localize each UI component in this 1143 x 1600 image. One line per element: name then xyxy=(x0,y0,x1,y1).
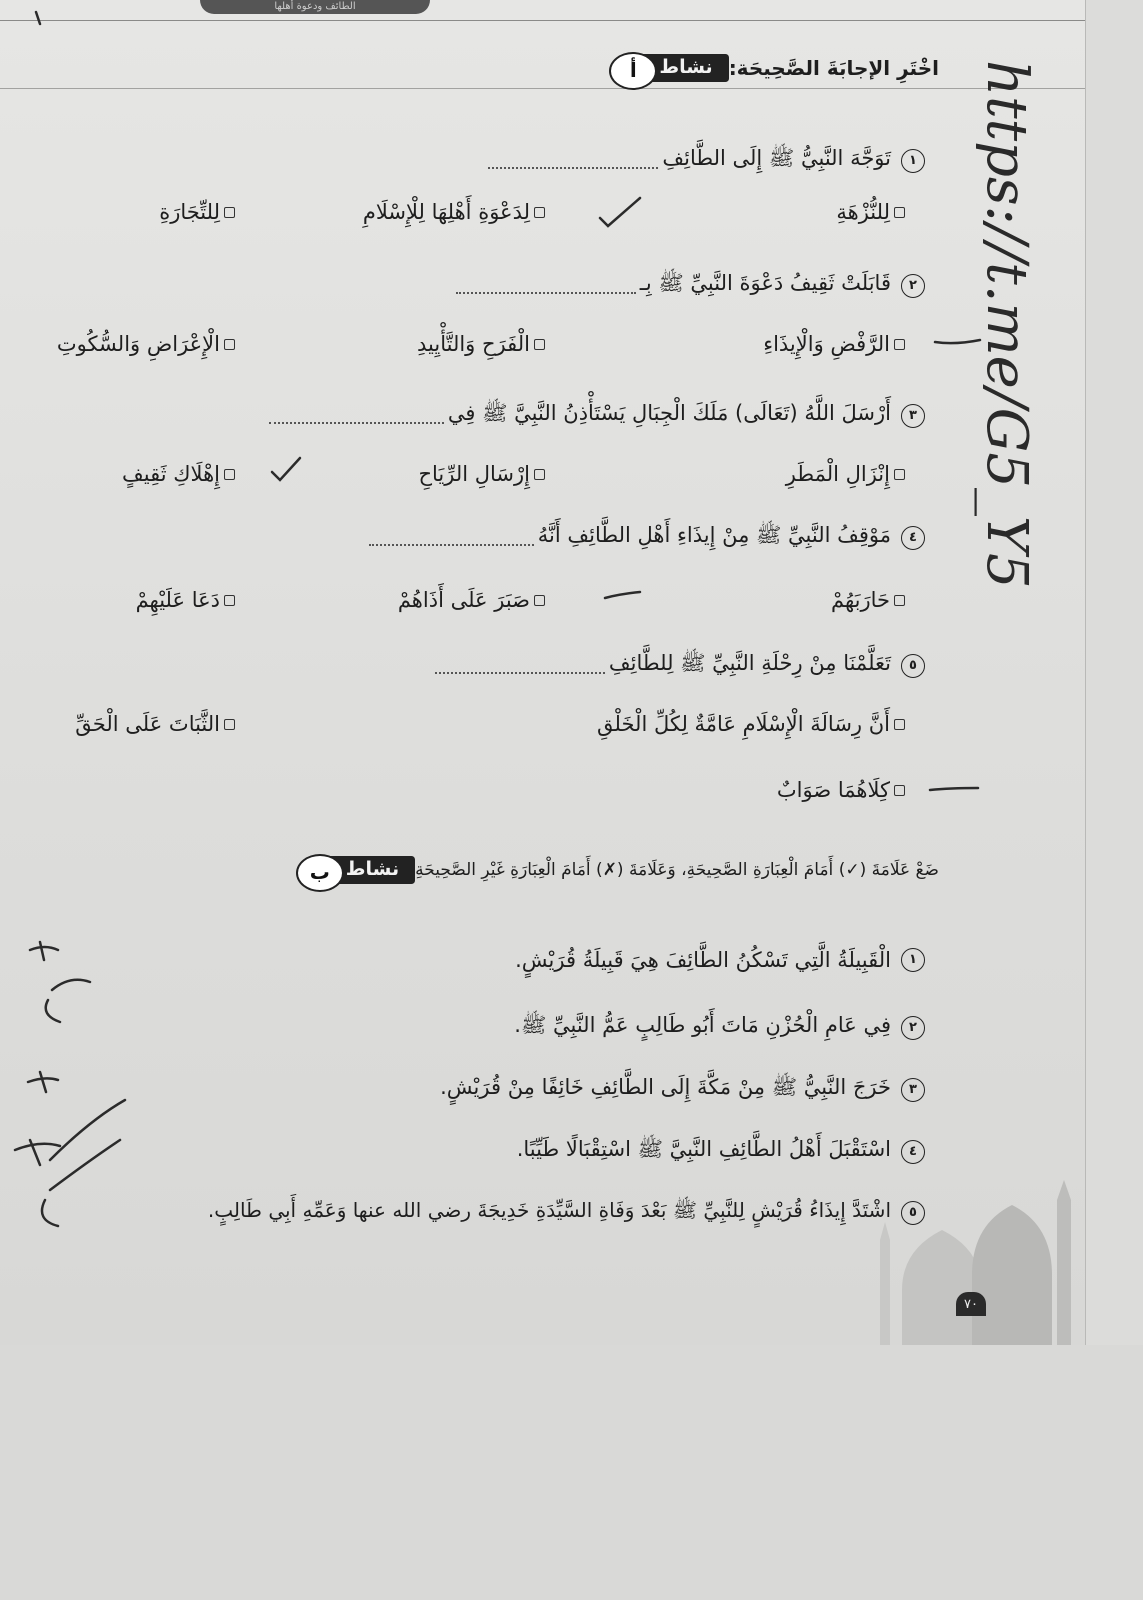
question-number: ٣ xyxy=(901,404,925,428)
question-3 xyxy=(269,400,925,431)
mark-s1 xyxy=(30,942,58,960)
header-rule xyxy=(0,88,1085,89)
answer-blank[interactable] xyxy=(488,153,658,169)
statement-3 xyxy=(440,1074,925,1105)
activity-b-pill xyxy=(302,856,415,884)
checkbox[interactable] xyxy=(224,339,235,350)
option-label: لِدَعْوَةِ أَهْلِهَا لِلْإِسْلَامِ xyxy=(362,200,530,224)
q1-option-2[interactable] xyxy=(363,200,545,224)
watermark-text: https://t.me/G5_Y5 xyxy=(974,60,1039,589)
mosque-illustration xyxy=(862,1180,1086,1345)
activity-a-letter: أ xyxy=(609,52,657,90)
q2-option-3[interactable] xyxy=(57,332,235,356)
activity-a-header xyxy=(615,54,955,82)
option-label: لِلنُّزْهَةِ xyxy=(836,200,890,224)
statement-text: اشْتَدَّ إِيذَاءُ قُرَيْشٍ لِلنَّبِيِّ ﷺ بَعْدَ وَفَاةِ السَّيِّدَةِ خَدِيجَةَ رضي الله عنها وَعَمِّهِ أَبِي طَالِبٍ. xyxy=(207,1198,891,1222)
activity-a-instruction: اخْتَرِ الإجابَةَ الصَّحِيحَة: xyxy=(728,56,939,80)
statement-number: ٤ xyxy=(901,1140,925,1164)
question-text: أَرْسَلَ اللَّهُ (تَعَالَى) مَلَكَ الْجِبَالِ يَسْتَأْذِنُ النَّبِيَّ ﷺ فِي xyxy=(447,401,891,425)
q3-option-3[interactable] xyxy=(122,462,235,486)
page-number: ٧٠ xyxy=(956,1292,986,1316)
question-2 xyxy=(456,270,925,301)
mark-q4 xyxy=(605,592,640,598)
q2-option-1[interactable] xyxy=(763,332,905,356)
q4-option-1[interactable] xyxy=(831,588,905,612)
statement-number: ٥ xyxy=(901,1201,925,1225)
question-text: تَوَجَّهَ النَّبِيُّ ﷺ إِلَى الطَّائِفِ xyxy=(662,146,891,170)
statement-4 xyxy=(517,1136,925,1167)
answer-blank[interactable] xyxy=(269,408,444,424)
question-number: ٥ xyxy=(901,654,925,678)
answer-blank[interactable] xyxy=(456,278,636,294)
checkbox[interactable] xyxy=(894,339,905,350)
option-label: إِنْزَالِ الْمَطَرِ xyxy=(785,462,890,486)
question-text: قَابَلَتْ ثَقِيفُ دَعْوَةَ النَّبِيِّ ﷺ بِـ xyxy=(639,271,891,295)
q4-option-2[interactable] xyxy=(398,588,545,612)
mark-s4 xyxy=(15,1100,125,1165)
activity-b-letter: ب xyxy=(296,854,344,892)
option-label: أَنَّ رِسَالَةَ الْإِسْلَامِ عَامَّةٌ لِكُلِّ الْخَلْقِ xyxy=(597,712,890,736)
question-number: ٢ xyxy=(901,274,925,298)
statement-5 xyxy=(208,1198,925,1227)
activity-b-header xyxy=(302,856,955,884)
question-number: ٤ xyxy=(901,526,925,550)
checkbox[interactable] xyxy=(224,719,235,730)
checkbox[interactable] xyxy=(894,207,905,218)
option-label: لِلتِّجَارَةِ xyxy=(159,200,220,224)
statement-text: الْقَبِيلَةُ الَّتِي تَسْكُنُ الطَّائِفَ هِيَ قَبِيلَةُ قُرَيْشٍ. xyxy=(515,948,891,972)
q1-option-1[interactable] xyxy=(836,200,905,224)
option-label: الرَّفْضِ وَالْإِيذَاءِ xyxy=(763,332,890,356)
chapter-title-strip: الطائف ودعوة أهلها xyxy=(200,0,430,14)
q3-option-1[interactable] xyxy=(786,462,905,486)
q3-option-2[interactable] xyxy=(418,462,545,486)
question-1 xyxy=(488,145,925,176)
activity-a-label: نشاط xyxy=(659,56,713,78)
checkbox[interactable] xyxy=(894,469,905,480)
option-label: إِهْلَاكِ ثَقِيفٍ xyxy=(122,462,220,486)
checkbox[interactable] xyxy=(224,469,235,480)
statement-text: فِي عَامِ الْحُزْنِ مَاتَ أَبُو طَالِبٍ عَمُّ النَّبِيِّ ﷺ. xyxy=(514,1013,891,1037)
q5-option-2[interactable] xyxy=(75,712,235,736)
top-rule xyxy=(0,20,1085,21)
option-label: الْفَرَحِ وَالتَّأْيِيدِ xyxy=(417,332,530,356)
statement-text: خَرَجَ النَّبِيُّ ﷺ مِنْ مَكَّةَ إِلَى الطَّائِفِ خَائِفًا مِنْ قُرَيْشٍ. xyxy=(440,1075,891,1099)
checkbox[interactable] xyxy=(534,469,545,480)
checkbox[interactable] xyxy=(894,595,905,606)
question-4 xyxy=(369,522,925,553)
checkbox[interactable] xyxy=(224,207,235,218)
checkbox[interactable] xyxy=(534,339,545,350)
question-text: تَعَلَّمْنَا مِنْ رِحْلَةِ النَّبِيِّ ﷺ لِلطَّائِفِ xyxy=(608,651,891,675)
checkbox[interactable] xyxy=(894,719,905,730)
q2-option-2[interactable] xyxy=(417,332,545,356)
answer-blank[interactable] xyxy=(435,658,605,674)
activity-a-pill xyxy=(615,54,728,82)
statement-number: ٢ xyxy=(901,1016,925,1040)
activity-b-label: نشاط xyxy=(345,858,400,880)
statement-text: اسْتَقْبَلَ أَهْلُ الطَّائِفِ النَّبِيَّ ﷺ اسْتِقْبَالًا طَيِّبًا. xyxy=(516,1137,891,1161)
question-text: مَوْقِفُ النَّبِيِّ ﷺ مِنْ إِيذَاءِ أَهْلِ الطَّائِفِ أَنَّهُ xyxy=(537,523,891,547)
statement-2 xyxy=(514,1012,925,1043)
watermark xyxy=(948,60,1086,640)
checkbox[interactable] xyxy=(224,595,235,606)
statement-number: ٣ xyxy=(901,1078,925,1102)
question-5 xyxy=(435,650,925,681)
mark-s2 xyxy=(46,980,90,1022)
mark-s3 xyxy=(28,1072,58,1092)
q5-option-1[interactable] xyxy=(597,712,905,736)
mark-s5 xyxy=(42,1140,120,1226)
option-label: إِرْسَالِ الرِّيَاحِ xyxy=(418,462,530,486)
question-number: ١ xyxy=(901,149,925,173)
check-mark-q3 xyxy=(272,458,300,480)
option-label: كِلَاهُمَا صَوَابٌ xyxy=(776,778,890,802)
activity-b-instruction: ضَعْ عَلَامَةَ (✓) أَمَامَ الْعِبَارَةِ الصَّحِيحَةِ، وَعَلَامَةَ (✗) أَمَامَ الْعِبَارَةِ غَيْرِ الصَّحِيحَةِ xyxy=(415,860,939,880)
option-label: حَارَبَهُمْ xyxy=(830,588,890,612)
mark-q5 xyxy=(930,788,978,790)
q4-option-3[interactable] xyxy=(136,588,235,612)
option-label: دَعَا عَلَيْهِمْ xyxy=(135,588,220,612)
checkbox[interactable] xyxy=(894,785,905,796)
option-label: الثَّبَاتَ عَلَى الْحَقِّ xyxy=(75,712,220,736)
checkbox[interactable] xyxy=(534,595,545,606)
answer-blank[interactable] xyxy=(369,530,534,546)
q5-option-3[interactable] xyxy=(777,778,905,802)
q1-option-3[interactable] xyxy=(159,200,235,224)
statement-number: ١ xyxy=(901,948,925,972)
check-mark-q1 xyxy=(600,198,640,226)
table-surface xyxy=(0,1345,1143,1600)
option-label: الْإِعْرَاضِ وَالسُّكُوتِ xyxy=(56,332,220,356)
option-label: صَبَرَ عَلَى أَذَاهُمْ xyxy=(397,588,530,612)
statement-1 xyxy=(515,948,925,972)
checkbox[interactable] xyxy=(534,207,545,218)
